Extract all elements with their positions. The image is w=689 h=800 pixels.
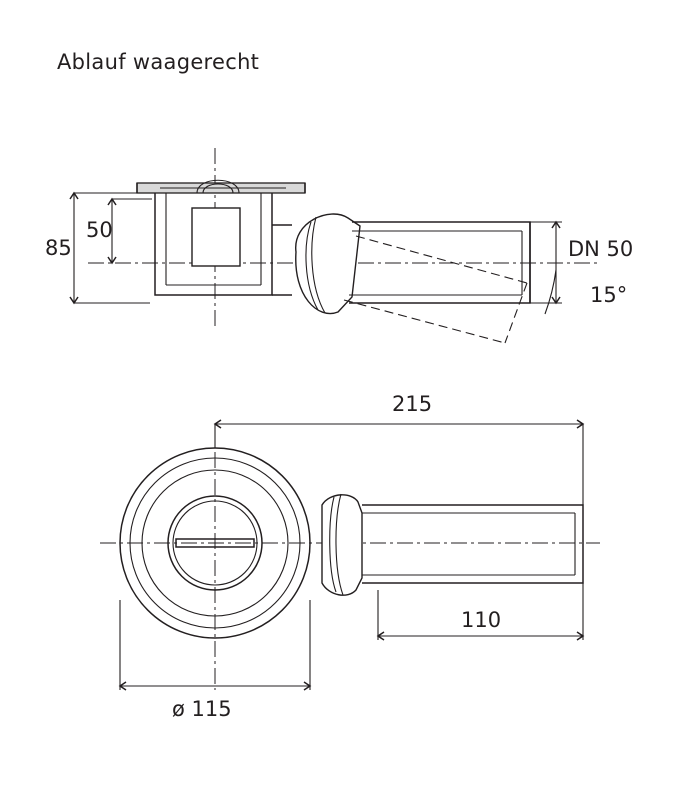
dimension-label-diameter: ø 115 — [172, 697, 232, 721]
dimension-label-215: 215 — [392, 392, 433, 416]
dimension-label-50: 50 — [86, 218, 113, 242]
dimension-label-110: 110 — [461, 608, 502, 632]
page-title: Ablauf waagerecht — [57, 50, 260, 74]
dimension-label-dn50: DN 50 — [568, 237, 634, 261]
dimension-label-angle: 15° — [590, 283, 628, 307]
top-plan-view — [100, 420, 600, 690]
dimension-label-85: 85 — [45, 236, 72, 260]
side-section-view — [70, 148, 600, 343]
